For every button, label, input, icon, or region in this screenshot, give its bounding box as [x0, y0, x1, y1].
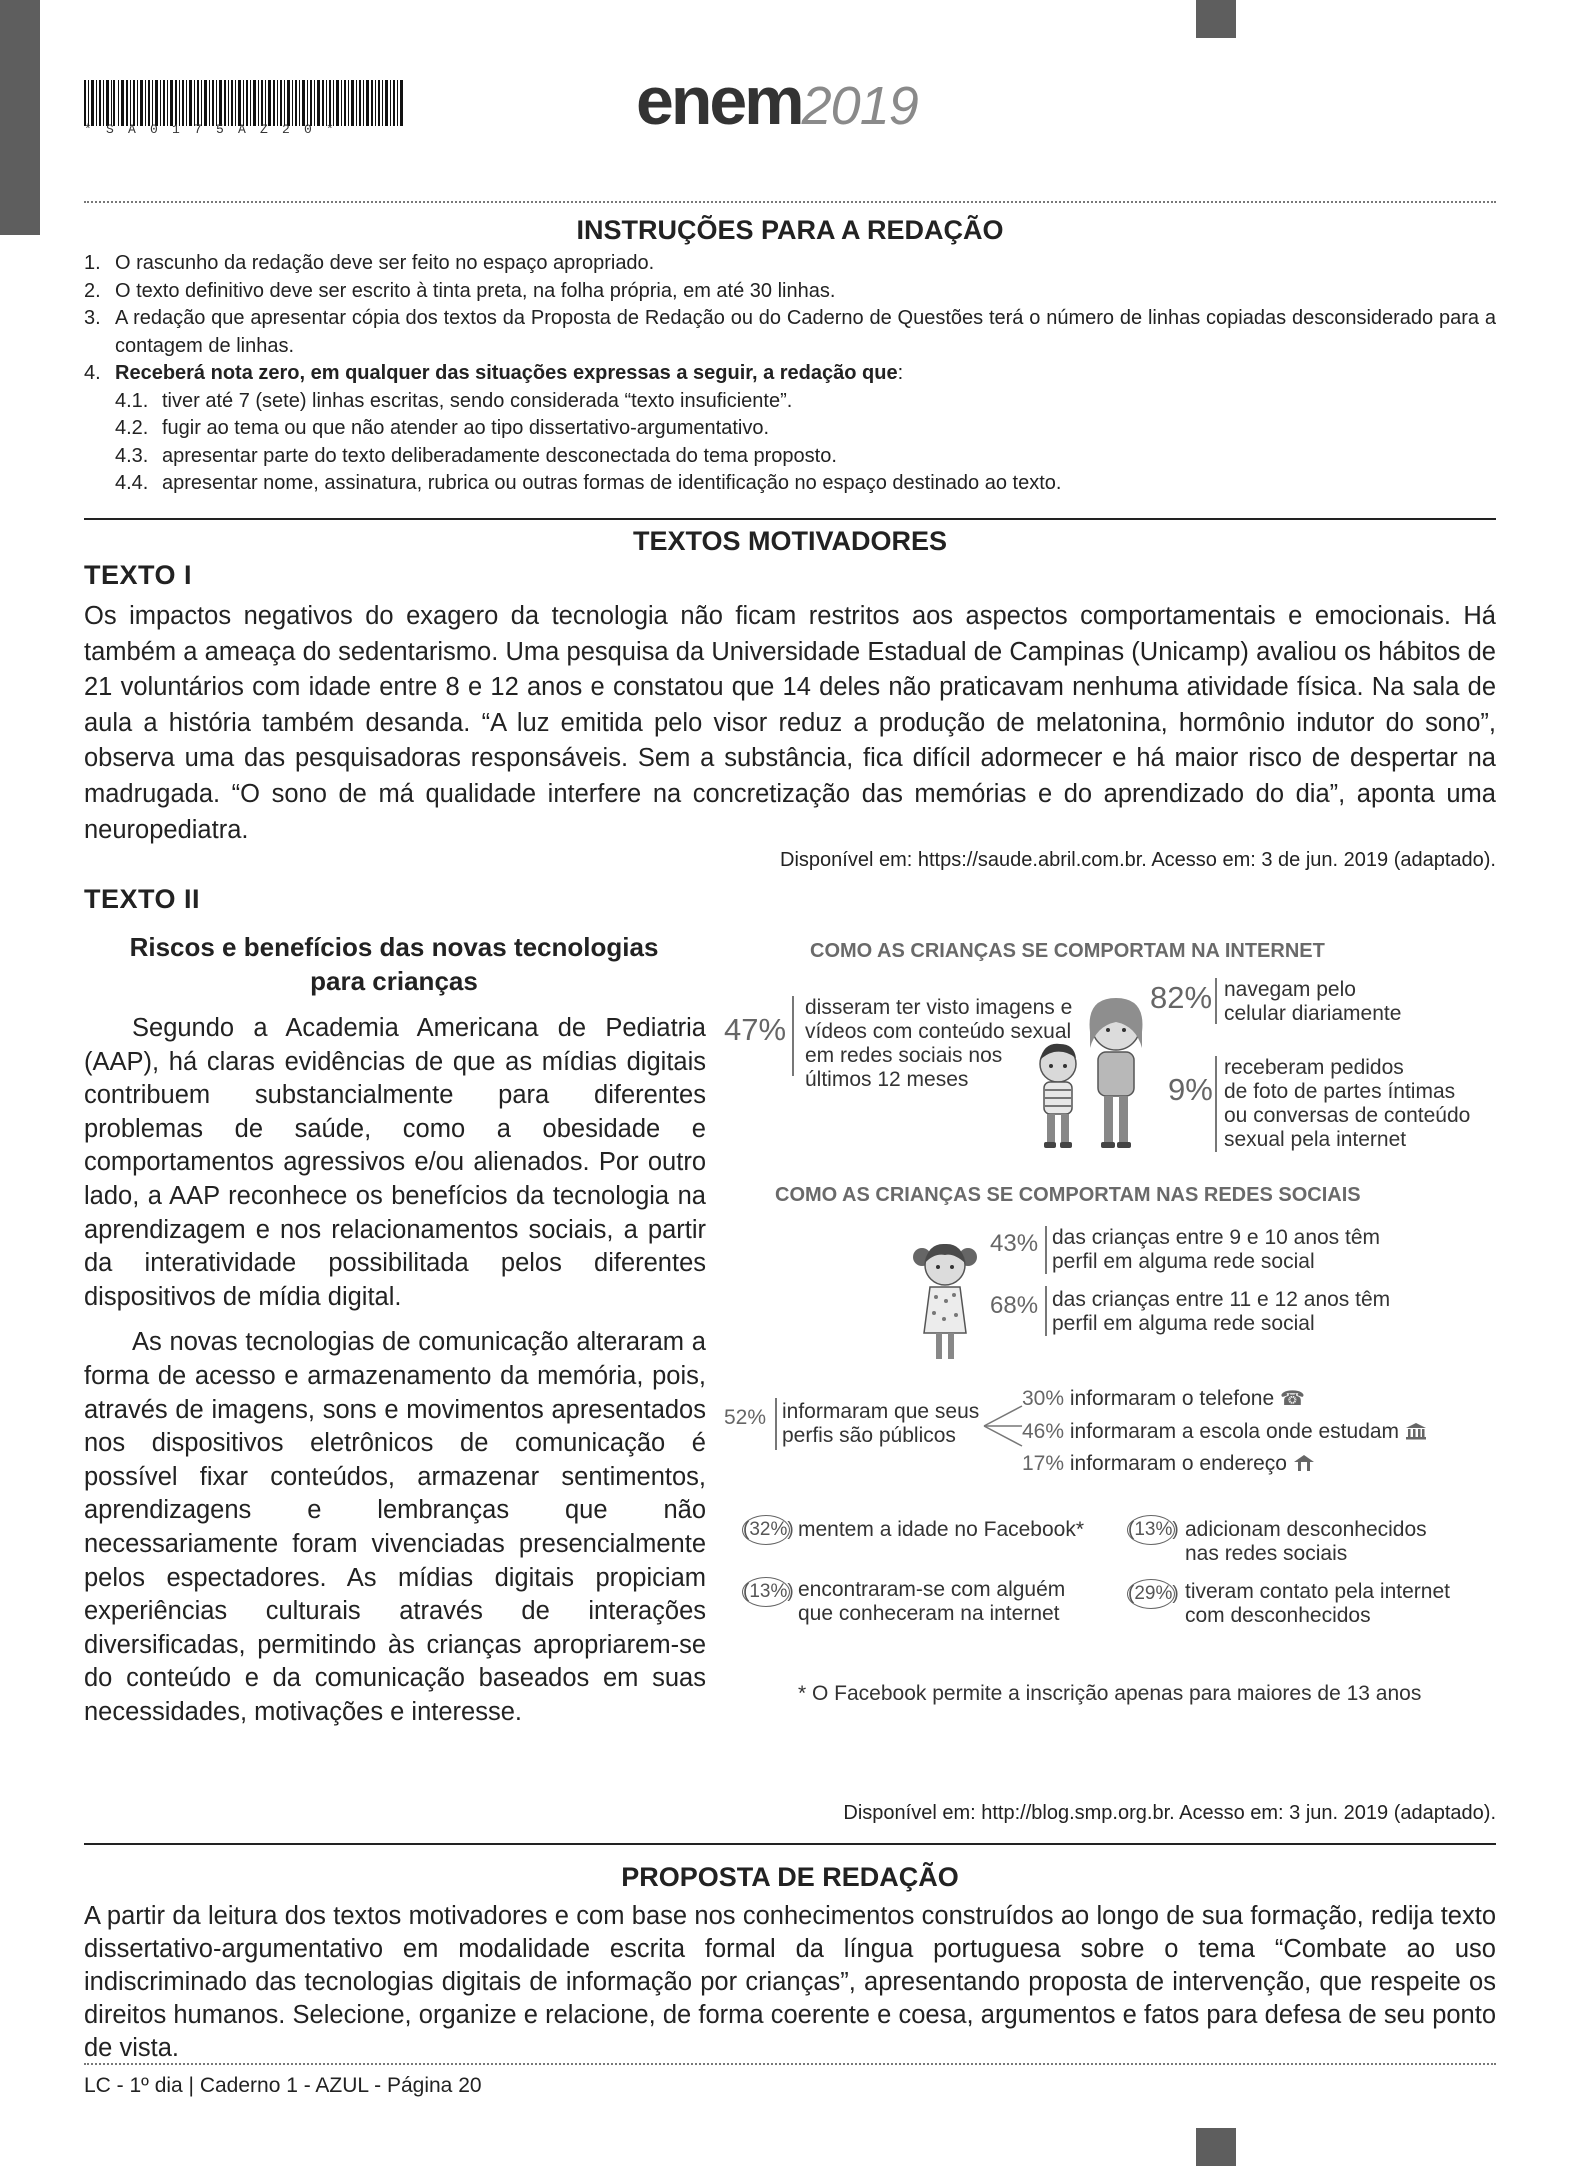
- stat-13a-text: adicionam desconhecidos nas redes sociais: [1185, 1518, 1427, 1565]
- instruction-item: 1. O rascunho da redação deve ser feito no espaço apropriado.: [84, 252, 655, 274]
- stat-52-text: informaram que seus perfis são públicos: [782, 1400, 980, 1447]
- stat-52-line: [775, 1398, 777, 1450]
- stat-43-text: das crianças entre 9 e 10 anos têm perfil em alguma rede social: [1052, 1226, 1381, 1273]
- stat-68-pct: 68%: [990, 1292, 1039, 1319]
- stat-9-text: receberam pedidos de foto de partes íntimas ou conversas de conteúdo sexual pela internet: [1224, 1056, 1471, 1151]
- stat-47-line: [792, 996, 794, 1076]
- branch-item-address: 17% informaram o endereço: [1022, 1452, 1315, 1476]
- girl-small-illustration: [910, 1235, 980, 1365]
- boy-illustration: [1040, 1044, 1076, 1148]
- texto2-paragraph: As novas tecnologias de comunicação alteraram a forma de acesso e armazenamento da memória, pois, através de imagens, sons e movimentos apresentados nos dispositivos eletrônicos de comunicação é possível fixar conteúdos, armazenar sentimentos, aprendizagens e lembranças que não necessariamente foram vivenciadas presencialmente pelos espectadores. As mídias digitais propiciam experiências culturais através de interações diversificadas, permitindo às crianças apropriarem-se do conteúdo e da comunicação baseados em suas necessidades, motivações e interesse.: [84, 1328, 706, 1726]
- instruction-item: 4. Receberá nota zero, em qualquer das situações expressas a seguir, a redação que:: [84, 362, 904, 384]
- branch-item-phone: 30% informaram o telefone ☎: [1022, 1387, 1305, 1410]
- instructions-list: [84, 250, 1496, 498]
- infographic-footnote: * O Facebook permite a inscrição apenas para maiores de 13 anos: [798, 1682, 1422, 1705]
- texto2-body: [84, 1012, 706, 1729]
- school-icon: [1405, 1422, 1427, 1440]
- instructions-divider: [84, 518, 1496, 520]
- instruction-subitem: 4.1. tiver até 7 (sete) linhas escritas, sendo considerada “texto insuficiente”.: [115, 389, 793, 412]
- texto2-paragraph: Segundo a Academia Americana de Pediatria (AAP), há claras evidências de que as mídias digitais contribuem substancialmente para diferentes problemas de saúde, como a obesidade e comportamentos agressivos e/ou alienados. Por outro lado, a AAP reconhece os benefícios da tecnologia na aprendizagem e nos relacionamentos sociais, a partir da interatividade possibilitada pelos diferentes dispositivos de mídia digital.: [84, 1014, 706, 1311]
- instruction-subitem: 4.4. apresentar nome, assinatura, rubrica ou outras formas de identificação no espaço destinado ao texto.: [115, 472, 1062, 494]
- barcode: [84, 80, 404, 126]
- barcode-text: *SA0175AZ20*: [84, 122, 349, 137]
- motivadores-title: TEXTOS MOTIVADORES: [632, 526, 948, 556]
- top-dotted-divider: [84, 201, 1496, 203]
- stat-32-text: mentem a idade no Facebook*: [798, 1518, 1085, 1541]
- logo-word: enem: [636, 63, 802, 139]
- stat-9-pct: 9%: [1168, 1072, 1213, 1107]
- house-icon: [1293, 1454, 1315, 1472]
- stat-47-text: disseram ter visto imagens e vídeos com conteúdo sexual em redes sociais nos últimos 12 meses: [805, 996, 1073, 1091]
- instructions-title: INSTRUÇÕES PARA A REDAÇÃO: [576, 215, 1004, 245]
- texto1-source: Disponível em: https://saude.abril.com.br. Acesso em: 3 de jun. 2019 (adaptado).: [780, 849, 1496, 871]
- instruction-subitem: 4.3. apresentar parte do texto deliberadamente desconectada do tema proposto.: [115, 444, 837, 467]
- page-footer: LC - 1º dia | Caderno 1 - AZUL - Página 20: [84, 2074, 482, 2097]
- texto1-label: TEXTO I: [84, 560, 193, 590]
- proposta-body: A partir da leitura dos textos motivadores e com base nos conhecimentos construídos ao longo de sua formação, redija texto dissertativo-argumentativo em modalidade escrita formal da língua portuguesa sobre o tema “Combate ao uso indiscriminado das tecnologias digitais de informação por crianças”, apresentando proposta de intervenção, que respeite os direitos humanos. Selecione, organize e relacione, de forma coerente e coesa, argumentos e fatos para defesa de seu ponto de vista.: [84, 1902, 1496, 2062]
- texto2-title: Riscos e benefícios das novas tecnologias para crianças: [129, 932, 659, 996]
- stat-43-pct: 43%: [990, 1230, 1039, 1257]
- stat-43-line: [1045, 1226, 1047, 1274]
- children-illustration: [1020, 986, 1160, 1156]
- stat-13b-text: encontraram-se com alguém que conheceram na internet: [798, 1578, 1066, 1625]
- phone-icon: ☎: [1280, 1388, 1305, 1410]
- stat-68-line: [1045, 1286, 1047, 1336]
- sidebar-tab: [0, 0, 40, 235]
- stat-29-circle: (29%): [1127, 1579, 1175, 1609]
- texto2-label: TEXTO II: [84, 884, 201, 914]
- proposta-title: PROPOSTA DE REDAÇÃO: [621, 1862, 959, 1892]
- texto2-source: Disponível em: http://blog.smp.org.br. Acesso em: 3 jun. 2019 (adaptado).: [843, 1802, 1496, 1824]
- registration-mark-top: [1196, 0, 1236, 38]
- stat-13a-circle: (13%): [1127, 1515, 1175, 1545]
- stat-68-text: das crianças entre 11 e 12 anos têm perfil em alguma rede social: [1052, 1288, 1391, 1335]
- registration-mark-bottom: [1196, 2128, 1236, 2166]
- stat-52-pct: 52%: [724, 1406, 767, 1429]
- stat-47-pct: 47%: [724, 1012, 787, 1047]
- stat-29-text: tiveram contato pela internet com desconhecidos: [1185, 1580, 1450, 1627]
- infographic-heading-internet: COMO AS CRIANÇAS SE COMPORTAM NA INTERNET: [810, 940, 1325, 962]
- logo-year: 2019: [801, 76, 918, 136]
- texto1-body: Os impactos negativos do exagero da tecnologia não ficam restritos aos aspectos comportamentais e emocionais. Há também a ameaça do sedentarismo. Uma pesquisa da Universidade Estadual de Campinas (Unicamp) avaliou os hábitos de 21 voluntários com idade entre 8 e 12 anos e constatou que 14 deles não praticavam nenhuma atividade física. Na sala de aula a história também desanda. “A luz emitida pelo visor reduz a produção de melatonina, hormônio indutor do sono”, observa uma das pesquisadoras responsáveis. Sem a substância, fica difícil adormecer e há maior risco de despertar na madrugada. “O sono de má qualidade interfere na concretização das memórias e do aprendizado do dia”, aponta uma neuropediatra.: [84, 602, 1496, 844]
- stat-82-text: navegam pelo celular diariamente: [1224, 978, 1402, 1025]
- girl-illustration: [1090, 998, 1143, 1148]
- proposta-divider: [84, 1843, 1496, 1845]
- branch-item-school: 46% informaram a escola onde estudam: [1022, 1420, 1427, 1444]
- stat-9-line: [1215, 1056, 1217, 1152]
- infographic-heading-social: COMO AS CRIANÇAS SE COMPORTAM NAS REDES SOCIAIS: [775, 1184, 1361, 1206]
- instruction-subitem: 4.2. fugir ao tema ou que não atender ao tipo dissertativo-argumentativo.: [115, 417, 770, 439]
- stat-82-pct: 82%: [1150, 980, 1213, 1015]
- branch-lines: [982, 1396, 1027, 1456]
- instruction-item: 2. O texto definitivo deve ser escrito à tinta preta, na folha própria, em até 30 linhas.: [84, 279, 836, 302]
- stat-13b-circle: (13%): [742, 1577, 790, 1607]
- infographic: [720, 930, 1500, 1720]
- stat-82-line: [1215, 978, 1217, 1024]
- stat-32-circle: (32%): [742, 1515, 790, 1545]
- instruction-item: 3. A redação que apresentar cópia dos textos da Proposta de Redação ou do Caderno de Questões terá o número de linhas copiadas desconsiderado para a contagem de linhas.: [84, 307, 1496, 357]
- enem-logo: [636, 62, 918, 140]
- bottom-dotted-divider: [84, 2063, 1496, 2065]
